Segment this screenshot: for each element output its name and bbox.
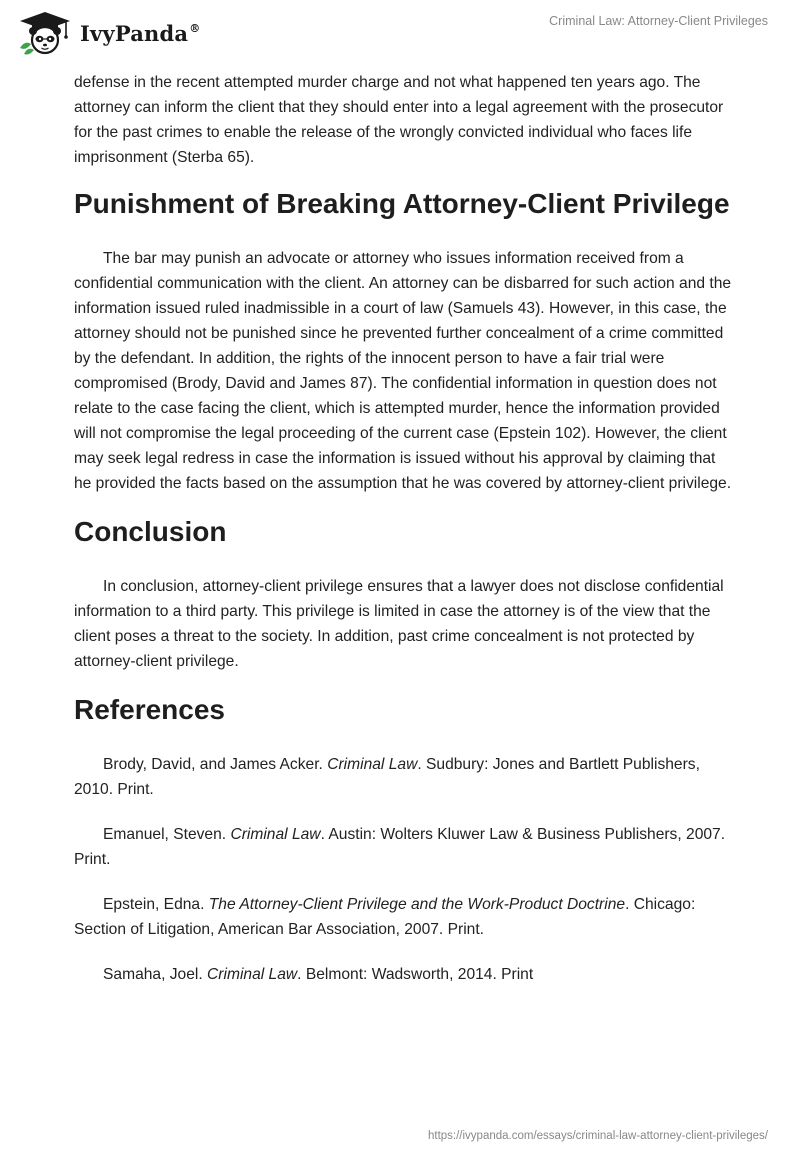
panda-graduate-icon [16, 10, 74, 56]
brand-name: IvyPanda® [80, 20, 201, 46]
reference-item: Brody, David, and James Acker. Criminal Law. Sudbury: Jones and Bartlett Publishers, 2010. Print. [74, 756, 700, 798]
reference-item: Samaha, Joel. Criminal Law. Belmont: Wadsworth, 2014. Print [103, 966, 534, 983]
conclusion-paragraph: In conclusion, attorney-client privilege ensures that a lawyer does not disclose confidential information to a third party. This privilege is limited in case the attorney is of the view that the client poses a threat to the society. In addition, past crime concealment is not protected by attorney-client privilege. [74, 578, 724, 670]
section-heading-references: References [74, 694, 225, 725]
page-header [0, 0, 800, 70]
source-url[interactable]: https://ivypanda.com/essays/criminal-law-attorney-client-privileges/ [427, 1130, 768, 1142]
intro-paragraph: defense in the recent attempted murder charge and not what happened ten years ago. The attorney can inform the client that they should enter into a legal agreement with the prosecutor for the past crimes to enable the release of the wrongly convicted individual who faces life imprisonment (Sterba 65). [74, 74, 724, 166]
essay-content [74, 70, 734, 987]
section-heading-conclusion: Conclusion [74, 516, 227, 547]
reference-item: Emanuel, Steven. Criminal Law. Austin: Wolters Kluwer Law & Business Publishers, 2007. Print. [74, 826, 726, 868]
section-heading-punishment: Punishment of Breaking Attorney-Client Privilege [74, 188, 730, 219]
punishment-paragraph: The bar may punish an advocate or attorney who issues information received from a confidential communication with the client. An attorney can be disbarred for such action and the information issued ruled inadmissible in a court of law (Samuels 43). However, in this case, the attorney should not be punished since he prevented further concealment of a crime committed by the defendant. In addition, the rights of the innocent person to have a fair trial were compromised (Brody, David and James 87). The confidential information in question does not relate to the case facing the client, which is attempted murder, hence the information provided will not compromise the legal proceeding of the current case (Epstein 102). However, the client may seek legal redress in case the information is issued without his approval by claiming that he provided the facts based on the assumption that he was covered by attorney-client privilege. [74, 250, 732, 492]
reference-item: Epstein, Edna. The Attorney-Client Privilege and the Work-Product Doctrine. Chicago: Section of Litigation, American Bar Association, 2007. Print. [74, 896, 696, 938]
document-title: Criminal Law: Attorney-Client Privileges [549, 14, 768, 28]
registered-mark: ® [189, 21, 201, 35]
ivypanda-logo[interactable] [16, 10, 200, 56]
